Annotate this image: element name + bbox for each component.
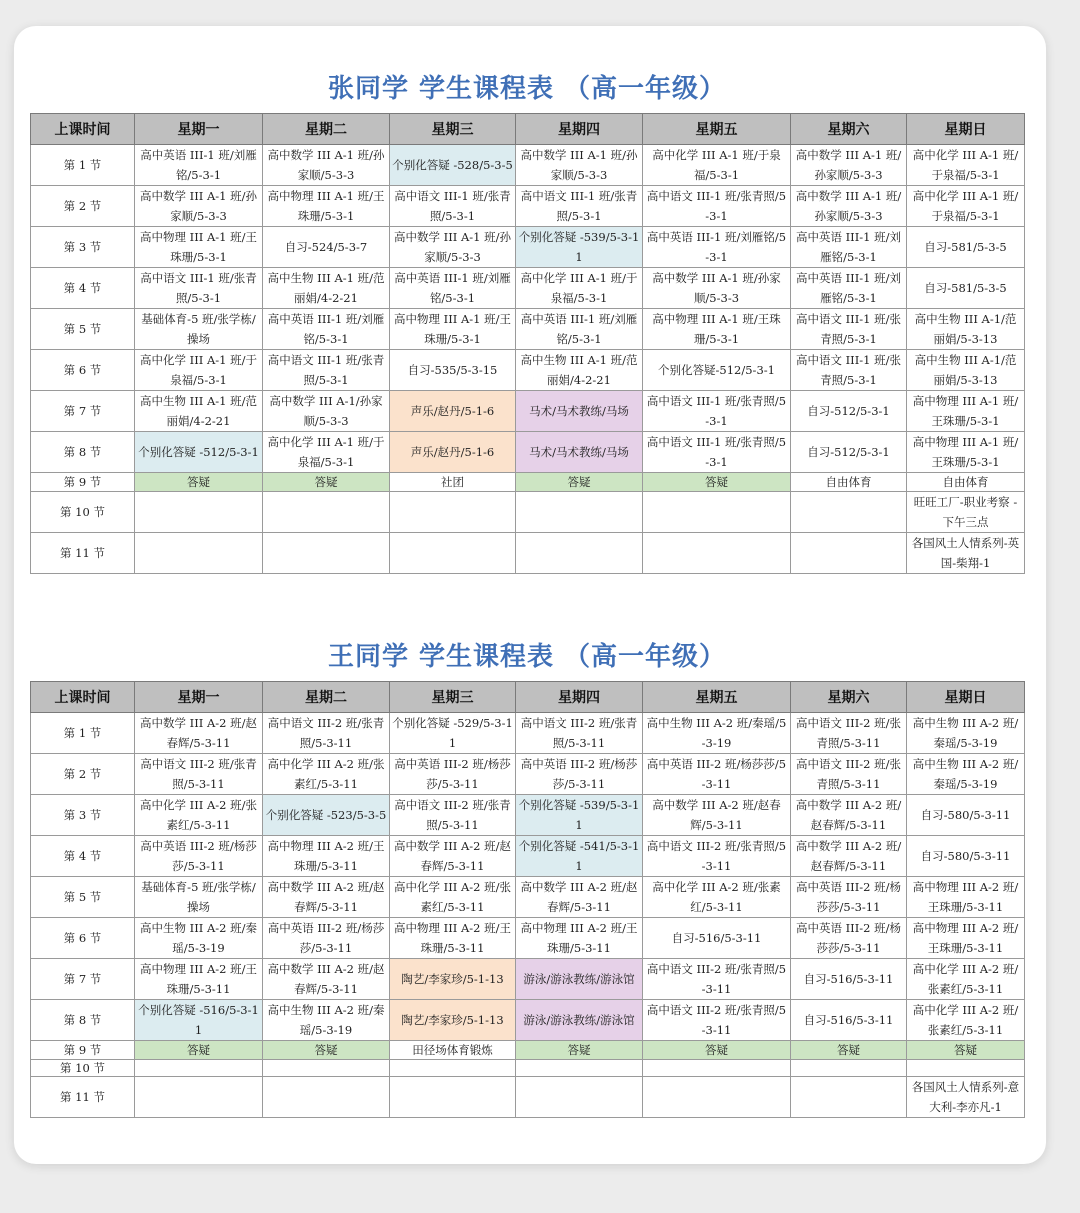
class-cell: 答疑 — [516, 473, 643, 492]
class-cell: 个别化答疑 -516/5-3-11 — [135, 1000, 263, 1041]
schedule-row — [31, 1000, 1025, 1041]
day-column-header: 星期日 — [907, 114, 1025, 145]
day-column-header: 星期三 — [390, 114, 516, 145]
class-cell: 自习-580/5-3-11 — [907, 836, 1025, 877]
class-cell: 答疑 — [263, 473, 390, 492]
class-cell: 高中化学 III A-2 班/张素红/5-3-11 — [263, 754, 390, 795]
day-column-header: 星期五 — [643, 114, 791, 145]
class-cell — [390, 1077, 516, 1118]
schedule-row — [31, 836, 1025, 877]
class-cell: 自习-535/5-3-15 — [390, 350, 516, 391]
period-label: 第 10 节 — [31, 1060, 135, 1077]
class-cell: 游泳/游泳教练/游泳馆 — [516, 1000, 643, 1041]
class-cell: 高中语文 III-2 班/张青照/5-3-11 — [643, 959, 791, 1000]
period-label: 第 8 节 — [31, 1000, 135, 1041]
class-cell: 答疑 — [516, 1041, 643, 1060]
class-cell: 高中数学 III A-2 班/赵春辉/5-3-11 — [263, 877, 390, 918]
class-cell: 高中英语 III-1 班/刘雁铭/5-3-1 — [135, 145, 263, 186]
class-cell — [791, 1060, 907, 1077]
day-column-header: 星期日 — [907, 682, 1025, 713]
schedule-row — [31, 268, 1025, 309]
class-cell: 高中英语 III-1 班/刘雁铭/5-3-1 — [390, 268, 516, 309]
class-cell: 高中物理 III A-1 班/王珠珊/5-3-1 — [390, 309, 516, 350]
class-cell: 高中生物 III A-1 班/范丽娟/4-2-21 — [263, 268, 390, 309]
class-cell: 高中英语 III-1 班/刘雁铭/5-3-1 — [791, 268, 907, 309]
class-cell: 高中物理 III A-1 班/王珠珊/5-3-1 — [135, 227, 263, 268]
class-cell — [907, 1060, 1025, 1077]
schedule-row — [31, 713, 1025, 754]
class-cell: 个别化答疑 -512/5-3-1 — [135, 432, 263, 473]
class-cell: 高中数学 III A-1 班/孙家顺/5-3-3 — [135, 186, 263, 227]
period-label: 第 2 节 — [31, 186, 135, 227]
class-cell — [263, 533, 390, 574]
class-cell — [643, 492, 791, 533]
class-cell: 自习-524/5-3-7 — [263, 227, 390, 268]
class-cell: 声乐/赵丹/5-1-6 — [390, 391, 516, 432]
class-cell: 高中物理 III A-1 班/王珠珊/5-3-1 — [907, 432, 1025, 473]
class-cell — [516, 533, 643, 574]
class-cell: 个别化答疑 -528/5-3-5 — [390, 145, 516, 186]
class-cell: 高中物理 III A-2 班/王珠珊/5-3-11 — [516, 918, 643, 959]
period-label: 第 1 节 — [31, 145, 135, 186]
class-cell: 自习-516/5-3-11 — [643, 918, 791, 959]
schedule-row — [31, 432, 1025, 473]
class-cell: 个别化答疑 -541/5-3-11 — [516, 836, 643, 877]
class-cell: 高中物理 III A-2 班/王珠珊/5-3-11 — [263, 836, 390, 877]
schedule-row — [31, 959, 1025, 1000]
schedule-table — [30, 681, 1025, 1118]
period-label: 第 4 节 — [31, 836, 135, 877]
schedule-section-wang — [30, 638, 1024, 1118]
class-cell: 高中化学 III A-1 班/于泉福/5-3-1 — [643, 145, 791, 186]
class-cell: 高中语文 III-1 班/张青照/5-3-1 — [135, 268, 263, 309]
period-label: 第 9 节 — [31, 473, 135, 492]
class-cell: 个别化答疑-512/5-3-1 — [643, 350, 791, 391]
class-cell: 自习-580/5-3-11 — [907, 795, 1025, 836]
class-cell: 高中语文 III-1 班/张青照/5-3-1 — [390, 186, 516, 227]
class-cell: 高中语文 III-2 班/张青照/5-3-11 — [263, 713, 390, 754]
period-label: 第 6 节 — [31, 918, 135, 959]
class-cell: 高中生物 III A-1/范丽娟/5-3-13 — [907, 350, 1025, 391]
day-column-header: 星期六 — [791, 682, 907, 713]
class-cell: 个别化答疑 -539/5-3-11 — [516, 795, 643, 836]
class-cell: 高中物理 III A-2 班/王珠珊/5-3-11 — [390, 918, 516, 959]
class-cell: 田径场体育锻炼 — [390, 1041, 516, 1060]
class-cell: 高中数学 III A-1/孙家顺/5-3-3 — [263, 391, 390, 432]
class-cell: 高中化学 III A-1 班/于泉福/5-3-1 — [907, 186, 1025, 227]
class-cell: 高中物理 III A-1 班/王珠珊/5-3-1 — [907, 391, 1025, 432]
period-label: 第 1 节 — [31, 713, 135, 754]
period-label: 第 5 节 — [31, 877, 135, 918]
class-cell — [791, 492, 907, 533]
time-column-header: 上课时间 — [31, 682, 135, 713]
class-cell: 高中英语 III-1 班/刘雁铭/5-3-1 — [791, 227, 907, 268]
schedule-row — [31, 473, 1025, 492]
class-cell: 自习-516/5-3-11 — [791, 959, 907, 1000]
class-cell: 答疑 — [643, 1041, 791, 1060]
class-cell — [135, 1060, 263, 1077]
class-cell: 高中物理 III A-2 班/王珠珊/5-3-11 — [135, 959, 263, 1000]
class-cell — [390, 1060, 516, 1077]
class-cell: 高中语文 III-2 班/张青照/5-3-11 — [791, 754, 907, 795]
class-cell: 游泳/游泳教练/游泳馆 — [516, 959, 643, 1000]
class-cell — [516, 1060, 643, 1077]
class-cell: 高中数学 III A-1 班/孙家顺/5-3-3 — [791, 145, 907, 186]
period-label: 第 3 节 — [31, 227, 135, 268]
class-cell: 高中生物 III A-1 班/范丽娟/4-2-21 — [516, 350, 643, 391]
class-cell: 自习-581/5-3-5 — [907, 227, 1025, 268]
header-row — [31, 114, 1025, 145]
class-cell: 高中英语 III-2 班/杨莎莎/5-3-11 — [791, 918, 907, 959]
day-column-header: 星期二 — [263, 682, 390, 713]
class-cell — [791, 533, 907, 574]
day-column-header: 星期二 — [263, 114, 390, 145]
class-cell: 高中物理 III A-1 班/王珠珊/5-3-1 — [643, 309, 791, 350]
class-cell: 高中英语 III-2 班/杨莎莎/5-3-11 — [643, 754, 791, 795]
class-cell — [135, 1077, 263, 1118]
class-cell: 各国风土人情系列-英国-柴翔-1 — [907, 533, 1025, 574]
class-cell: 旺旺工厂-职业考察 -下午三点 — [907, 492, 1025, 533]
class-cell: 高中语文 III-1 班/张青照/5-3-1 — [643, 391, 791, 432]
period-label: 第 5 节 — [31, 309, 135, 350]
class-cell: 高中物理 III A-1 班/王珠珊/5-3-1 — [263, 186, 390, 227]
class-cell: 社团 — [390, 473, 516, 492]
class-cell: 自习-512/5-3-1 — [791, 391, 907, 432]
schedule-row — [31, 918, 1025, 959]
class-cell: 高中化学 III A-2 班/张素红/5-3-11 — [643, 877, 791, 918]
class-cell: 高中化学 III A-2 班/张素红/5-3-11 — [907, 1000, 1025, 1041]
schedule-row — [31, 1041, 1025, 1060]
class-cell: 高中数学 III A-1 班/孙家顺/5-3-3 — [791, 186, 907, 227]
class-cell: 高中化学 III A-2 班/张素红/5-3-11 — [390, 877, 516, 918]
class-cell: 高中语文 III-1 班/张青照/5-3-1 — [791, 350, 907, 391]
class-cell: 各国风土人情系列-意大利-李亦凡-1 — [907, 1077, 1025, 1118]
class-cell: 高中数学 III A-2 班/赵春辉/5-3-11 — [791, 836, 907, 877]
class-cell: 答疑 — [135, 1041, 263, 1060]
class-cell: 高中英语 III-2 班/杨莎莎/5-3-11 — [516, 754, 643, 795]
class-cell — [643, 533, 791, 574]
class-cell: 高中语文 III-1 班/张青照/5-3-1 — [643, 432, 791, 473]
class-cell: 高中生物 III A-2 班/秦瑶/5-3-19 — [907, 754, 1025, 795]
class-cell: 高中生物 III A-1 班/范丽娟/4-2-21 — [135, 391, 263, 432]
class-cell: 答疑 — [263, 1041, 390, 1060]
class-cell: 高中化学 III A-1 班/于泉福/5-3-1 — [263, 432, 390, 473]
class-cell: 马术/马术教练/马场 — [516, 432, 643, 473]
schedule-row — [31, 492, 1025, 533]
period-label: 第 9 节 — [31, 1041, 135, 1060]
class-cell: 高中生物 III A-1/范丽娟/5-3-13 — [907, 309, 1025, 350]
class-cell: 个别化答疑 -529/5-3-11 — [390, 713, 516, 754]
day-column-header: 星期五 — [643, 682, 791, 713]
class-cell: 陶艺/李家珍/5-1-13 — [390, 959, 516, 1000]
day-column-header: 星期三 — [390, 682, 516, 713]
schedule-row — [31, 309, 1025, 350]
class-cell: 高中数学 III A-2 班/赵春辉/5-3-11 — [516, 877, 643, 918]
day-column-header: 星期一 — [135, 682, 263, 713]
class-cell: 高中数学 III A-1 班/孙家顺/5-3-3 — [263, 145, 390, 186]
class-cell: 高中数学 III A-2 班/赵春辉/5-3-11 — [135, 713, 263, 754]
class-cell: 高中语文 III-2 班/张青照/5-3-11 — [643, 1000, 791, 1041]
class-cell — [390, 533, 516, 574]
class-cell: 高中化学 III A-1 班/于泉福/5-3-1 — [907, 145, 1025, 186]
class-cell — [791, 1077, 907, 1118]
class-cell: 自习-581/5-3-5 — [907, 268, 1025, 309]
class-cell: 答疑 — [791, 1041, 907, 1060]
schedule-table — [30, 113, 1025, 574]
class-cell: 高中化学 III A-1 班/于泉福/5-3-1 — [516, 268, 643, 309]
period-label: 第 7 节 — [31, 391, 135, 432]
class-cell: 高中英语 III-2 班/杨莎莎/5-3-11 — [390, 754, 516, 795]
class-cell: 高中化学 III A-2 班/张素红/5-3-11 — [135, 795, 263, 836]
class-cell — [263, 1077, 390, 1118]
class-cell: 高中数学 III A-2 班/赵春辉/5-3-11 — [390, 836, 516, 877]
class-cell: 自由体育 — [791, 473, 907, 492]
class-cell: 高中英语 III-1 班/刘雁铭/5-3-1 — [516, 309, 643, 350]
class-cell: 高中数学 III A-2 班/赵春辉/5-3-11 — [791, 795, 907, 836]
schedule-row — [31, 350, 1025, 391]
period-label: 第 11 节 — [31, 533, 135, 574]
schedule-row — [31, 1060, 1025, 1077]
class-cell: 高中英语 III-1 班/刘雁铭/5-3-1 — [263, 309, 390, 350]
class-cell: 高中物理 III A-2 班/王珠珊/5-3-11 — [907, 918, 1025, 959]
class-cell — [135, 492, 263, 533]
class-cell: 答疑 — [643, 473, 791, 492]
schedule-row — [31, 533, 1025, 574]
schedule-row — [31, 186, 1025, 227]
schedule-row — [31, 145, 1025, 186]
class-cell: 高中物理 III A-2 班/王珠珊/5-3-11 — [907, 877, 1025, 918]
class-cell — [516, 492, 643, 533]
period-label: 第 11 节 — [31, 1077, 135, 1118]
class-cell: 马术/马术教练/马场 — [516, 391, 643, 432]
period-label: 第 8 节 — [31, 432, 135, 473]
class-cell: 高中英语 III-2 班/杨莎莎/5-3-11 — [135, 836, 263, 877]
time-column-header: 上课时间 — [31, 114, 135, 145]
schedule-row — [31, 754, 1025, 795]
class-cell: 答疑 — [907, 1041, 1025, 1060]
class-cell: 高中数学 III A-1 班/孙家顺/5-3-3 — [516, 145, 643, 186]
class-cell: 高中英语 III-1 班/刘雁铭/5-3-1 — [643, 227, 791, 268]
class-cell: 高中化学 III A-2 班/张素红/5-3-11 — [907, 959, 1025, 1000]
class-cell — [135, 533, 263, 574]
class-cell: 高中化学 III A-1 班/于泉福/5-3-1 — [135, 350, 263, 391]
class-cell: 声乐/赵丹/5-1-6 — [390, 432, 516, 473]
schedule-row — [31, 877, 1025, 918]
schedule-row — [31, 1077, 1025, 1118]
class-cell: 高中数学 III A-2 班/赵春辉/5-3-11 — [263, 959, 390, 1000]
class-cell: 高中数学 III A-1 班/孙家顺/5-3-3 — [390, 227, 516, 268]
schedule-title: 王同学 学生课程表 （高一年级） — [327, 642, 727, 672]
class-cell — [643, 1077, 791, 1118]
class-cell: 高中生物 III A-2 班/秦瑶/5-3-19 — [135, 918, 263, 959]
class-cell — [390, 492, 516, 533]
day-column-header: 星期四 — [516, 114, 643, 145]
class-cell: 高中语文 III-1 班/张青照/5-3-1 — [263, 350, 390, 391]
class-cell: 个别化答疑 -523/5-3-5 — [263, 795, 390, 836]
period-label: 第 4 节 — [31, 268, 135, 309]
class-cell: 个别化答疑 -539/5-3-11 — [516, 227, 643, 268]
class-cell: 高中生物 III A-2 班/秦瑶/5-3-19 — [263, 1000, 390, 1041]
class-cell — [263, 1060, 390, 1077]
class-cell: 基础体育-5 班/张学栋/操场 — [135, 877, 263, 918]
class-cell: 高中语文 III-2 班/张青照/5-3-11 — [135, 754, 263, 795]
day-column-header: 星期四 — [516, 682, 643, 713]
class-cell — [516, 1077, 643, 1118]
schedule-section-zhang — [30, 70, 1024, 574]
class-cell: 高中语文 III-2 班/张青照/5-3-11 — [516, 713, 643, 754]
class-cell: 高中英语 III-2 班/杨莎莎/5-3-11 — [791, 877, 907, 918]
class-cell: 基础体育-5 班/张学栋/操场 — [135, 309, 263, 350]
class-cell: 自习-516/5-3-11 — [791, 1000, 907, 1041]
header-row — [31, 682, 1025, 713]
class-cell: 高中语文 III-1 班/张青照/5-3-1 — [643, 186, 791, 227]
class-cell: 高中数学 III A-2 班/赵春辉/5-3-11 — [643, 795, 791, 836]
class-cell: 高中英语 III-2 班/杨莎莎/5-3-11 — [263, 918, 390, 959]
class-cell: 高中语文 III-2 班/张青照/5-3-11 — [643, 836, 791, 877]
day-column-header: 星期六 — [791, 114, 907, 145]
class-cell: 高中生物 III A-2 班/秦瑶/5-3-19 — [643, 713, 791, 754]
period-label: 第 2 节 — [31, 754, 135, 795]
class-cell: 陶艺/李家珍/5-1-13 — [390, 1000, 516, 1041]
class-cell: 高中数学 III A-1 班/孙家顺/5-3-3 — [643, 268, 791, 309]
class-cell: 高中语文 III-2 班/张青照/5-3-11 — [791, 713, 907, 754]
period-label: 第 3 节 — [31, 795, 135, 836]
class-cell — [643, 1060, 791, 1077]
period-label: 第 7 节 — [31, 959, 135, 1000]
schedule-row — [31, 795, 1025, 836]
schedule-row — [31, 391, 1025, 432]
class-cell: 高中生物 III A-2 班/秦瑶/5-3-19 — [907, 713, 1025, 754]
schedule-row — [31, 227, 1025, 268]
class-cell: 答疑 — [135, 473, 263, 492]
class-cell: 自习-512/5-3-1 — [791, 432, 907, 473]
class-cell: 高中语文 III-1 班/张青照/5-3-1 — [516, 186, 643, 227]
period-label: 第 10 节 — [31, 492, 135, 533]
class-cell: 自由体育 — [907, 473, 1025, 492]
class-cell — [263, 492, 390, 533]
schedule-title: 张同学 学生课程表 （高一年级） — [327, 74, 727, 104]
period-label: 第 6 节 — [31, 350, 135, 391]
class-cell: 高中语文 III-1 班/张青照/5-3-1 — [791, 309, 907, 350]
day-column-header: 星期一 — [135, 114, 263, 145]
class-cell: 高中语文 III-2 班/张青照/5-3-11 — [390, 795, 516, 836]
